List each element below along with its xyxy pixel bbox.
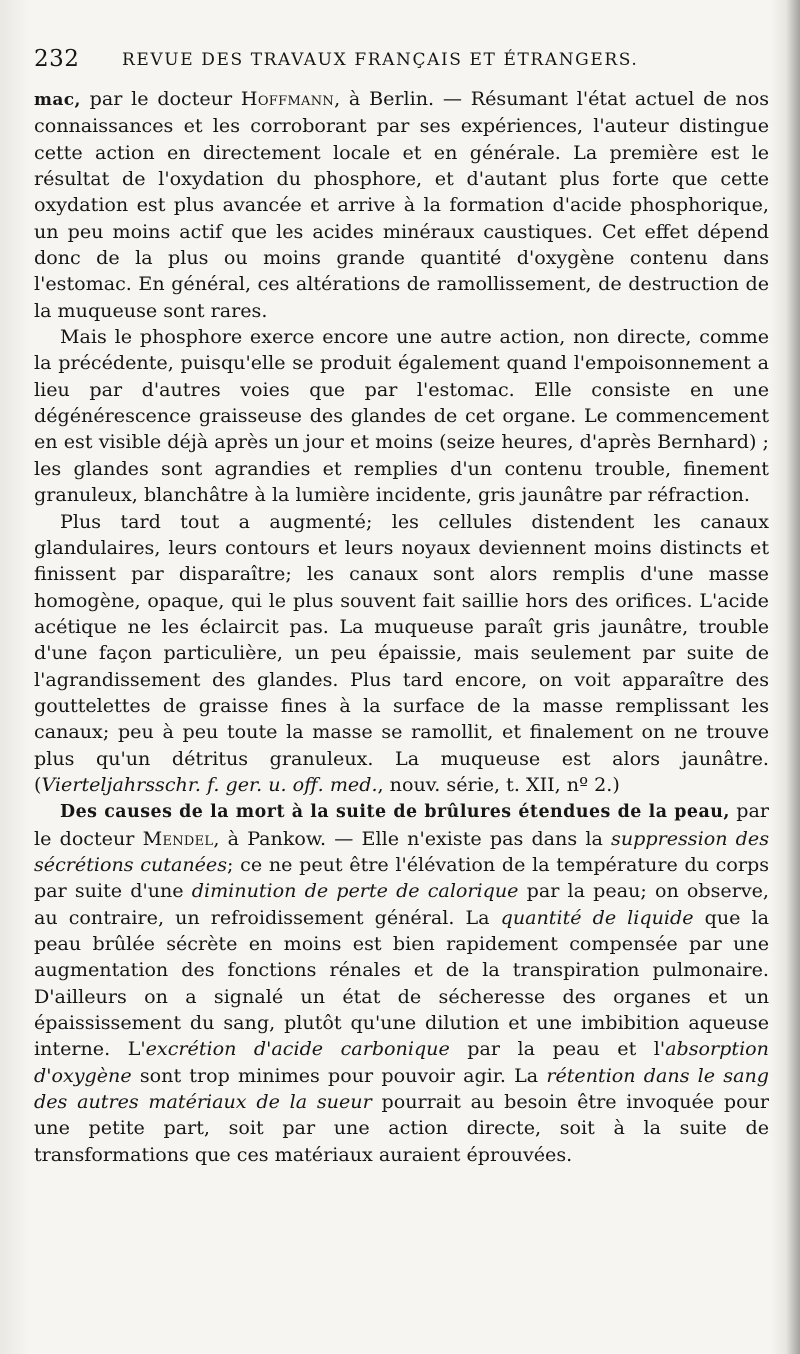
page-number: 232 [34, 46, 80, 72]
body-text [34, 86, 769, 1168]
page-header [34, 44, 766, 78]
page-edge-shadow [786, 0, 800, 1354]
paragraph-1 [34, 86, 769, 324]
text-run: que la peau brûlée sécrète en moins est bien rapidement compensée par une augmentation des fonctions rénales et de la transpiration pulmonaire. D'ailleurs on a signalé un état de sécheresse des organes et un épaississement du sang, plutôt qu'une dilution et une imbibition aqueuse interne. L' [34, 905, 769, 1061]
text-run: ; ce ne peut être l'élévation de la température du corps par suite d'une [34, 852, 770, 903]
text-run: par le docteur [34, 799, 769, 850]
text-run: , nouv. série, t. XII, nº 2.) [377, 772, 620, 796]
text-run: par le docteur [80, 87, 241, 110]
paragraph-3 [34, 509, 769, 799]
text-run: par la peau et l' [449, 1037, 666, 1061]
paragraph-2: Mais le phosphore exerce encore une autre action, non directe, comme la précédente, puisqu'elle se produit également quand l'empoisonnement a lieu par d'autres voies que par l'estomac. Elle consiste en une dégénérescence graisseuse des glandes de cet organe. Le commencement en est visible déjà après un jour et moins (seize heures, d'après Bernhard) ; les glandes sont agrandies et remplies d'un contenu trouble, finement granuleux, blanchâtre à la lumière incidente, gris jaunâtre par réfraction. [34, 325, 769, 507]
text-run: sont trop minimes pour pouvoir agir. La [131, 1063, 547, 1087]
text-run: pourrait au besoin être invoquée pour une petite part, soit par une action directe, soit à la suite de transformations que ces matériaux auraient éprouvées. [34, 1090, 769, 1166]
paragraph-4 [34, 798, 769, 1168]
italic-run: absorption d'oxygène [34, 1037, 769, 1087]
italic-run: quantité de liquide [500, 905, 694, 929]
author-name: Hoffmann [240, 87, 335, 110]
text-run: par la peau; on observe, au contraire, un refroidissement général. La [34, 879, 770, 929]
text-run: , à Berlin. — Résumant l'état actuel de nos connaissances et les corroborant par ses expériences, l'auteur distingue cette action en directement locale et en générale. La première est le résultat de l'oxydation du phosphore, et d'autant plus forte que cette oxydation est plus avancée et arrive à la formation d'acide phosphorique, un peu moins actif que les acides minéraux caustiques. Cet effet dépend donc de la plus ou moins grande quantité d'oxygène contenu dans l'estomac. En général, ces altérations de ramollissement, de destruction de la muqueuse sont rares. [34, 87, 769, 322]
text-run: Plus tard tout a augmenté; les cellules distendent les canaux glandulaires, leurs contours et leurs noyaux deviennent moins distincts et finissent par disparaître; les canaux sont alors remplis d'une masse homogène, opaque, qui le plus souvent fait saillie hors des orifices. L'acide acétique ne les éclaircit pas. La muqueuse paraît gris jaunâtre, trouble d'une façon particulière, un peu épaissie, mais seulement par suite de l'agrandissement des glandes. Plus tard encore, on voit apparaître des gouttelettes de graisse fines à la surface de la masse remplissant les canaux; peu à peu toute la masse se ramollit, et finalement on ne trouve plus qu'un détritus granuleux. La muqueuse est alors jaunâtre. ( [34, 509, 769, 796]
continued-word: mac, [34, 90, 81, 110]
running-title: REVUE DES TRAVAUX FRANÇAIS ET ÉTRANGERS. [122, 50, 639, 70]
italic-run: diminution de perte de calorique [191, 879, 519, 903]
italic-run: rétention dans le sang des autres matériaux de la sueur [34, 1063, 769, 1114]
italic-run: suppression des sécrétions cutanées [34, 826, 770, 876]
source-citation: Vierteljahrsschr. f. ger. u. off. med. [41, 772, 378, 796]
text-run: , à Pankow. — Elle n'existe pas dans la [213, 826, 612, 850]
article-title: Des causes de la mort à la suite de brûlures étendues de la peau, [60, 802, 730, 823]
italic-run: excrétion d'acide carbonique [145, 1037, 450, 1061]
author-name-2: Mendel [142, 826, 214, 850]
